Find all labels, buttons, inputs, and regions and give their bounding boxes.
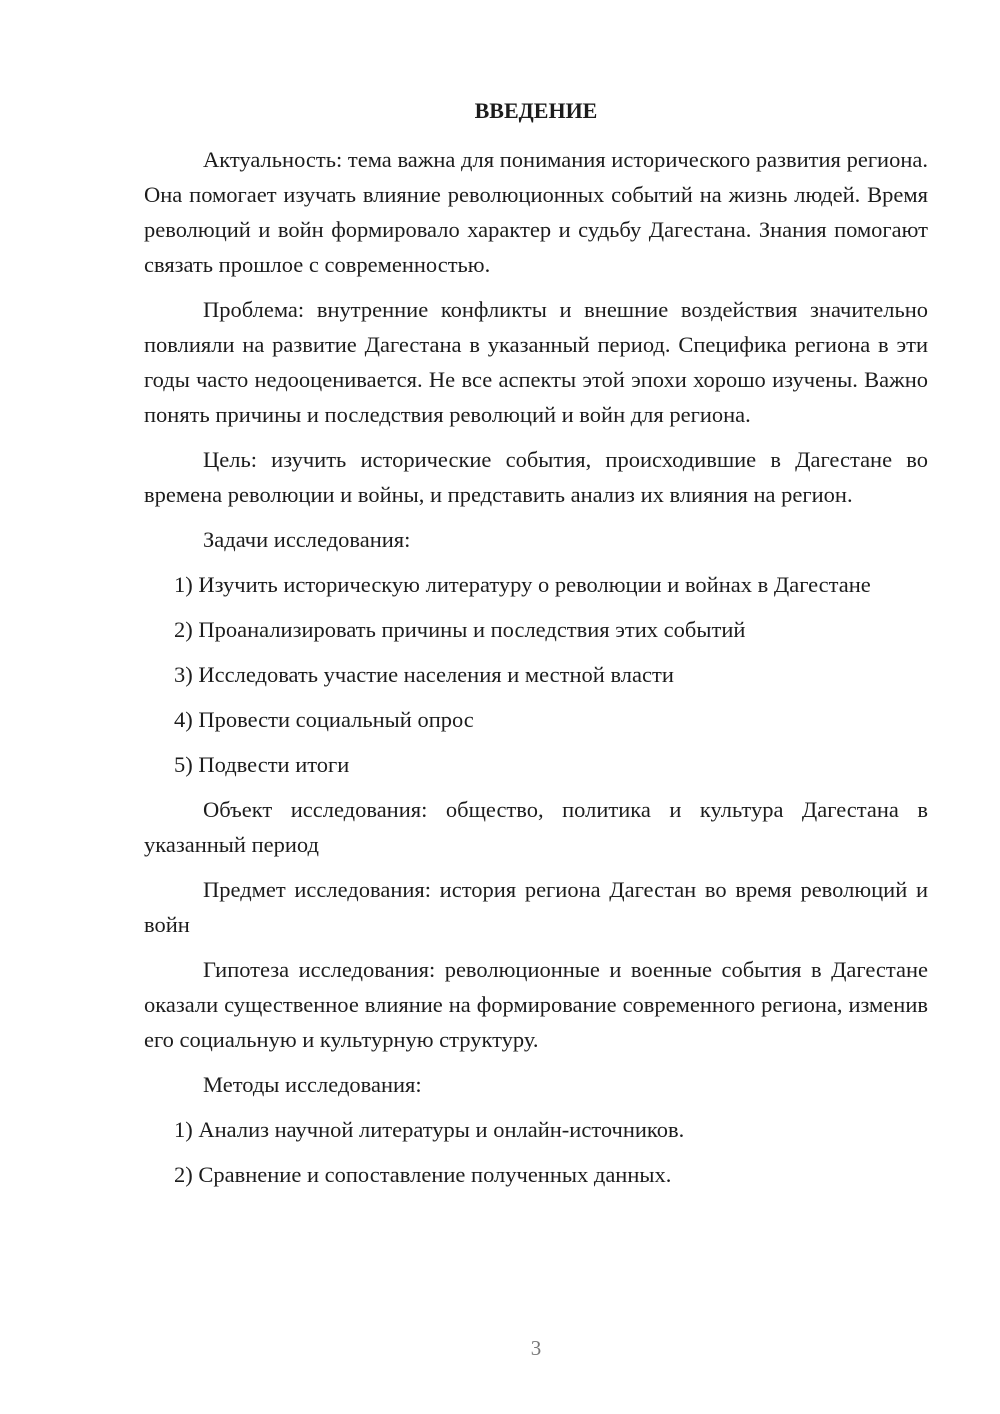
goal-paragraph: Цель: изучить исторические события, происходившие в Дагестане во времена революции и войны, и представить анализ их влияния на регион. xyxy=(144,447,928,507)
subject-paragraph: Предмет исследования: история региона Дагестан во время революций и войн xyxy=(144,877,928,937)
object-paragraph: Объект исследования: общество, политика и культура Дагестана в указанный период xyxy=(144,797,928,857)
relevance-paragraph: Актуальность: тема важна для понимания исторического развития региона. Она помогает изучать влияние революционных событий на жизнь людей. Время революций и войн формировало характер и судьбу Дагестана. Знания помогают связать прошлое с современностью. xyxy=(144,147,928,277)
hypothesis-paragraph: Гипотеза исследования: революционные и военные события в Дагестане оказали существенное влияние на формирование современного региона, изменив его социальную и культурную структуру. xyxy=(144,957,928,1052)
task-item: 2) Проанализировать причины и последствия этих событий xyxy=(174,617,746,642)
page-number: 3 xyxy=(530,1336,542,1360)
task-item: 1) Изучить историческую литературу о революции и войнах в Дагестане xyxy=(174,572,871,597)
task-item: 5) Подвести итоги xyxy=(174,752,350,777)
method-item: 1) Анализ научной литературы и онлайн-источников. xyxy=(174,1117,685,1142)
document-page xyxy=(144,0,928,1414)
tasks-heading: Задачи исследования: xyxy=(203,527,411,552)
section-title: ВВЕДЕНИЕ xyxy=(474,98,598,123)
task-item: 4) Провести социальный опрос xyxy=(174,707,474,732)
methods-heading: Методы исследования: xyxy=(203,1072,422,1097)
document-body xyxy=(144,142,928,1202)
task-item: 3) Исследовать участие населения и местной власти xyxy=(174,662,674,687)
method-item: 2) Сравнение и сопоставление полученных данных. xyxy=(174,1162,672,1187)
problem-paragraph: Проблема: внутренние конфликты и внешние воздействия значительно повлияли на развитие Дагестана в указанный период. Специфика региона в эти годы часто недооценивается. Не все аспекты этой эпохи хорошо изучены. Важно понять причины и последствия революций и войн для региона. xyxy=(144,297,928,427)
